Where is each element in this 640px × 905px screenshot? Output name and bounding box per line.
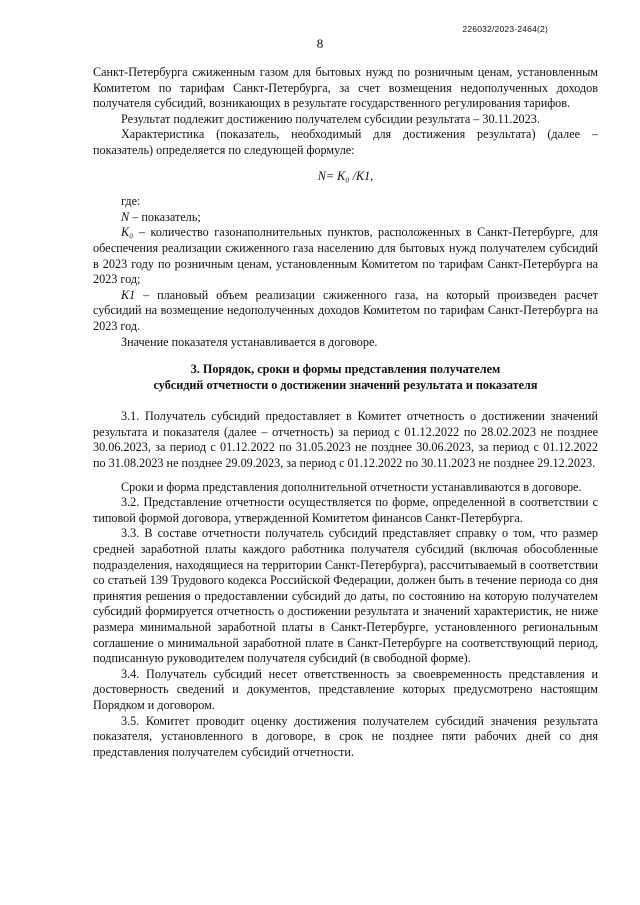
definition-n <box>93 210 598 226</box>
paragraph-result: Результат подлежит достижению получателем субсидии результата – 30.11.2023. <box>121 111 540 126</box>
symbol-n: N <box>121 209 130 224</box>
page-number: 8 <box>316 36 324 51</box>
section-3-heading-line1: 3. Порядок, сроки и формы представления получателем <box>190 362 501 377</box>
symbol-k1: K1 <box>121 287 136 302</box>
definition-k0 <box>93 225 598 287</box>
paragraph-3-4: 3.4. Получатель субсидий несет ответственность за своевременность представления и достоверность сведений и документов, представление которых предусмотрено настоящим Порядком и договором. <box>93 666 598 712</box>
paragraph-3-5: 3.5. Комитет проводит оценку достижения получателем субсидий значения результата показателя, установленного в договоре, в срок не позднее пяти рабочих дней со дня представления получателем субсидий отчетности. <box>93 713 598 759</box>
definition-k0-text: – количество газонаполнительных пунктов, расположенных в Санкт-Петербурге, для обеспечения реализации сжиженного газа населению для бытовых нужд получателем субсидий в 2023 году по розничным ценам, установленным Комитетом по тарифам Санкт-Петербурга на 2023 год; <box>93 225 598 287</box>
paragraph-3-1: 3.1. Получатель субсидий предоставляет в Комитет отчетность о достижении значений результата и показателя (далее – отчетность) за период с 01.12.2022 по 28.02.2023 не позднее 30.06.2023, за период с 01.12.2022 по 31.05.2023 не позднее 30.06.2023, за период с 01.12.2022 по 31.08.2023 не позднее 29.09.2023, за период с 01.12.2022 по 30.11.2023 не позднее 29.12.2023. <box>93 409 598 471</box>
document-number: 226032/2023-2464(2) <box>462 24 548 34</box>
paragraph-characteristic: Характеристика (показатель, необходимый для достижения результата) (далее – показатель) определяется по следующей формуле: <box>93 127 598 157</box>
document-body <box>93 65 598 760</box>
formula: N= K₀ /K1, <box>317 168 374 183</box>
definition-n-text: – показатель; <box>129 209 201 224</box>
section-3-heading-line2: субсидий отчетности о достижении значений результата и показателя <box>153 377 538 392</box>
definition-k1 <box>93 288 598 335</box>
paragraph-continuation: Санкт-Петербурга сжиженным газом для бытовых нужд по розничным ценам, установленным Комитетом по тарифам Санкт-Петербурга, за счет возмещения недополученных доходов получателя субсидий, возникающих в результате государственного регулирования тарифов. <box>93 65 598 111</box>
paragraph-where: где: <box>121 194 141 209</box>
paragraph-3-2: 3.2. Представление отчетности осуществляется по форме, определенной в соответствии с типовой формой договора, утвержденной Комитетом финансов Санкт-Петербурга. <box>93 495 598 525</box>
paragraph-3-1-additional: Сроки и форма представления дополнительной отчетности устанавливаются в договоре. <box>121 479 582 494</box>
definition-k1-text: – плановый объем реализации сжиженного газа, на который произведен расчет субсидий на возмещение недополученных доходов Комитетом по тарифам Санкт-Петербурга на 2023 год. <box>93 287 598 333</box>
paragraph-value: Значение показателя устанавливается в договоре. <box>121 334 378 349</box>
section-3-heading <box>93 362 598 393</box>
symbol-k0: K₀ <box>121 225 134 240</box>
paragraph-3-3: 3.3. В составе отчетности получатель субсидий представляет справку о том, что размер средней заработной платы каждого работника получателя субсидий (включая обособленные подразделения, находящиеся на территории Санкт-Петербурга), рассчитываемый в соответствии со статьей 139 Трудового кодекса Российской Федерации, должен быть в течение периода со дня принятия решения о предоставлении субсидий до даты, по состоянию на которую получателем субсидий формируется отчетность о достижении результата и значений характеристик, не ниже размера минимальной заработной платы в Санкт-Петербурге, установленного региональным соглашение о минимальной заработной плате в Санкт-Петербурге на соответствующий период, подписанную руководителем получателя субсидий (в свободной форме). <box>93 526 598 666</box>
